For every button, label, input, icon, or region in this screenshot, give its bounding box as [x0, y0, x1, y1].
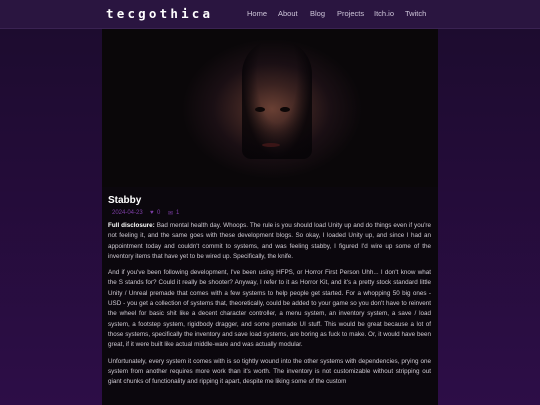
comment-icon[interactable]: ✉	[168, 211, 174, 217]
post-date: 2024-04-23	[112, 210, 143, 216]
post-container	[102, 29, 438, 405]
nav-itchio-link[interactable]: Itch.io	[374, 9, 395, 18]
nav-projects-link[interactable]: Projects	[337, 9, 365, 18]
post-body	[108, 221, 431, 393]
nav-home-link[interactable]: Home	[247, 9, 268, 18]
left-margin	[0, 29, 102, 405]
nav-blog-link[interactable]: Blog	[310, 9, 326, 18]
nav-twitch-link[interactable]: Twitch	[405, 9, 427, 18]
site-logo[interactable]: tecgothica	[106, 6, 214, 21]
post-hero-image	[102, 29, 438, 187]
comment-count: 1	[176, 210, 180, 216]
top-navigation-bar	[0, 0, 540, 29]
heart-icon[interactable]: ♥	[150, 210, 154, 216]
post-title: Stabby	[108, 195, 142, 206]
disclosure-label: Full disclosure:	[108, 222, 155, 229]
post-paragraph: And if you've been following development, I've been using HFPS, or Horror First Person Uhh... I don't know what the S stands for? Could it really be shooter? Anyway, I refer to it as Horror Kit, and it's a pretty stock standard little Unity / Unreal premade that comes with a few systems to help people get started. For a whopping 50 big ones - USD - you get a collection of systems that, theoretically, could be added to your game so you don't have to reinvent the wheel for basic shit like a decent character controller, a menu system, an inventory system, a save / load system, a footstep system, rigidbody dragger, and some premade UI stuff. This would be great because a lot of those systems, specifically the inventory and save load systems, are boring as fuck to make. Or, it would have been great, if it were built like actual middle-ware and was actually modular.	[108, 269, 431, 349]
nav-about-link[interactable]: About	[278, 9, 298, 18]
heart-count: 0	[157, 210, 161, 216]
right-margin	[438, 29, 540, 405]
post-paragraph: Full disclosure: Bad mental health day. Whoops. The rule is you should load Unity up and do things even if you're not feeling it, and the same goes with these development blogs. So okay, I loaded Unity up, and since I had an appointment today and couldn't commit to systems, and was feeling stabby, I figured I'd wire up some of the inventory items that have yet to be wired up. Specifically, the knife.	[108, 222, 431, 260]
post-paragraph: Unfortunately, every system it comes with is so tightly wound into the other systems with dependencies, prying one system from another requires more work than it's worth. The inventory is not customizable without stripping out giant chunks of functionality and ripping it apart, despite me liking some of the custom	[108, 357, 431, 386]
